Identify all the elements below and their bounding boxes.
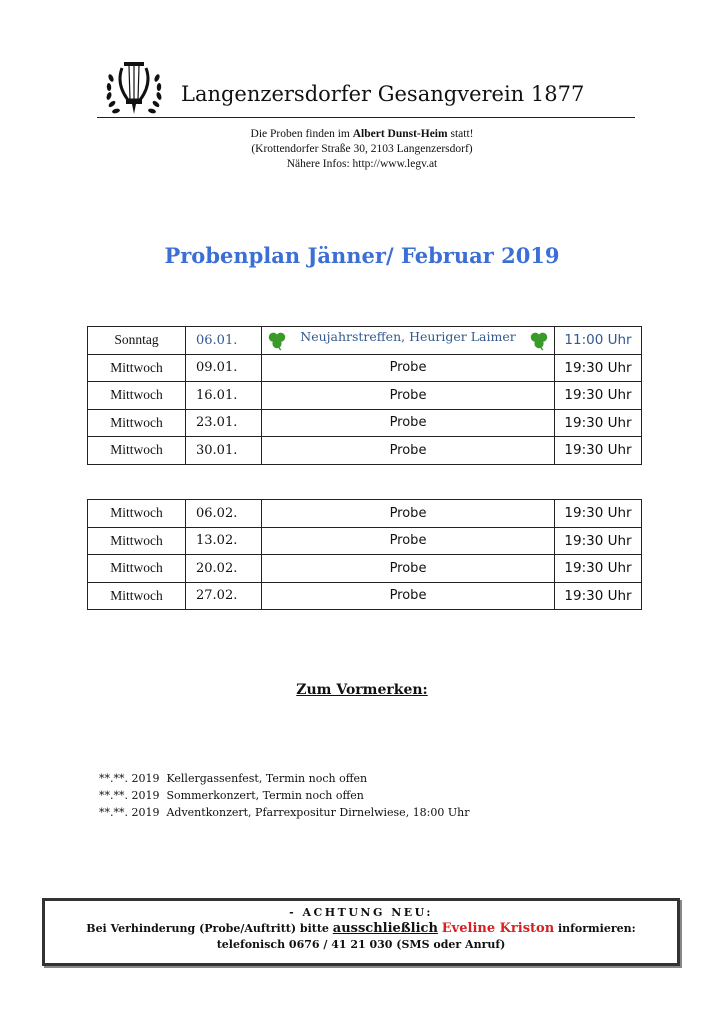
day-cell: Mittwoch — [88, 382, 186, 410]
day-cell: Mittwoch — [88, 555, 186, 583]
date-cell: 13.02. — [186, 527, 262, 555]
time-cell: 19:30 Uhr — [555, 354, 642, 382]
info-text: statt! — [447, 128, 474, 140]
event-cell — [262, 327, 555, 355]
day-cell: Mittwoch — [88, 582, 186, 610]
table-row — [88, 527, 642, 555]
header-rule — [97, 117, 635, 118]
table-row — [88, 382, 642, 410]
notice-emphasis: ausschließlich — [332, 921, 438, 936]
clover-icon — [528, 329, 550, 351]
venue-name: Albert Dunst-Heim — [352, 128, 448, 140]
clover-icon — [266, 329, 288, 351]
time-cell: 19:30 Uhr — [555, 437, 642, 465]
note-item: **.**. 2019 Kellergassenfest, Termin noch offen — [99, 772, 368, 785]
date-cell: 27.02. — [186, 582, 262, 610]
table-row — [88, 582, 642, 610]
notice-text: Bei Verhinderung (Probe/Auftritt) bitte — [86, 922, 333, 935]
day-cell: Mittwoch — [88, 354, 186, 382]
venue-info — [0, 127, 724, 172]
org-title: Langenzersdorfer Gesangverein 1877 — [181, 82, 585, 106]
notice-heading: - ACHTUNG NEU: — [289, 906, 433, 919]
date-cell: 06.01. — [186, 327, 262, 355]
date-cell: 09.01. — [186, 354, 262, 382]
time-cell: 19:30 Uhr — [555, 409, 642, 437]
event-cell: Probe — [262, 382, 555, 410]
info-text: Die Proben finden im — [250, 128, 353, 140]
event-cell: Probe — [262, 354, 555, 382]
date-cell: 06.02. — [186, 500, 262, 528]
notice-line-3: telefonisch 0676 / 41 21 030 (SMS oder Anruf) — [216, 938, 506, 951]
table-row — [88, 354, 642, 382]
day-cell: Sonntag — [88, 327, 186, 355]
day-cell: Mittwoch — [88, 527, 186, 555]
notice-line-2 — [45, 921, 677, 937]
contact-name: Eveline Kriston — [441, 921, 555, 936]
time-cell: 11:00 Uhr — [555, 327, 642, 355]
schedule-february — [87, 499, 642, 610]
date-cell: 16.01. — [186, 382, 262, 410]
notes-list — [99, 770, 470, 821]
table-row — [88, 409, 642, 437]
info-line-2: (Krottendorfer Straße 30, 2103 Langenzersdorf) — [251, 143, 473, 155]
time-cell: 19:30 Uhr — [555, 382, 642, 410]
time-cell: 19:30 Uhr — [555, 527, 642, 555]
plan-title: Probenplan Jänner/ Februar 2019 — [164, 243, 560, 268]
date-cell: 23.01. — [186, 409, 262, 437]
table-row — [88, 437, 642, 465]
day-cell: Mittwoch — [88, 500, 186, 528]
info-line-3: Nähere Infos: http://www.legv.at — [286, 158, 438, 170]
table-row — [88, 327, 642, 355]
table-row — [88, 500, 642, 528]
lyre-wreath-logo — [102, 54, 166, 118]
table-row — [88, 555, 642, 583]
day-cell: Mittwoch — [88, 437, 186, 465]
time-cell: 19:30 Uhr — [555, 582, 642, 610]
event-cell: Probe — [262, 582, 555, 610]
note-item: **.**. 2019 Adventkonzert, Pfarrexpositur Dirnelwiese, 18:00 Uhr — [99, 806, 470, 819]
time-cell: 19:30 Uhr — [555, 500, 642, 528]
schedule-january — [87, 326, 642, 465]
event-cell: Probe — [262, 555, 555, 583]
notice-text: informieren: — [554, 922, 636, 935]
notice-box — [42, 898, 680, 966]
event-cell: Probe — [262, 500, 555, 528]
event-cell: Probe — [262, 527, 555, 555]
date-cell: 30.01. — [186, 437, 262, 465]
day-cell: Mittwoch — [88, 409, 186, 437]
remember-title: Zum Vormerken: — [296, 682, 428, 698]
info-line-1 — [0, 127, 724, 142]
event-text: Neujahrstreffen, Heuriger Laimer — [300, 328, 516, 344]
date-cell: 20.02. — [186, 555, 262, 583]
event-cell: Probe — [262, 409, 555, 437]
time-cell: 19:30 Uhr — [555, 555, 642, 583]
event-cell: Probe — [262, 437, 555, 465]
note-item: **.**. 2019 Sommerkonzert, Termin noch offen — [99, 789, 364, 802]
